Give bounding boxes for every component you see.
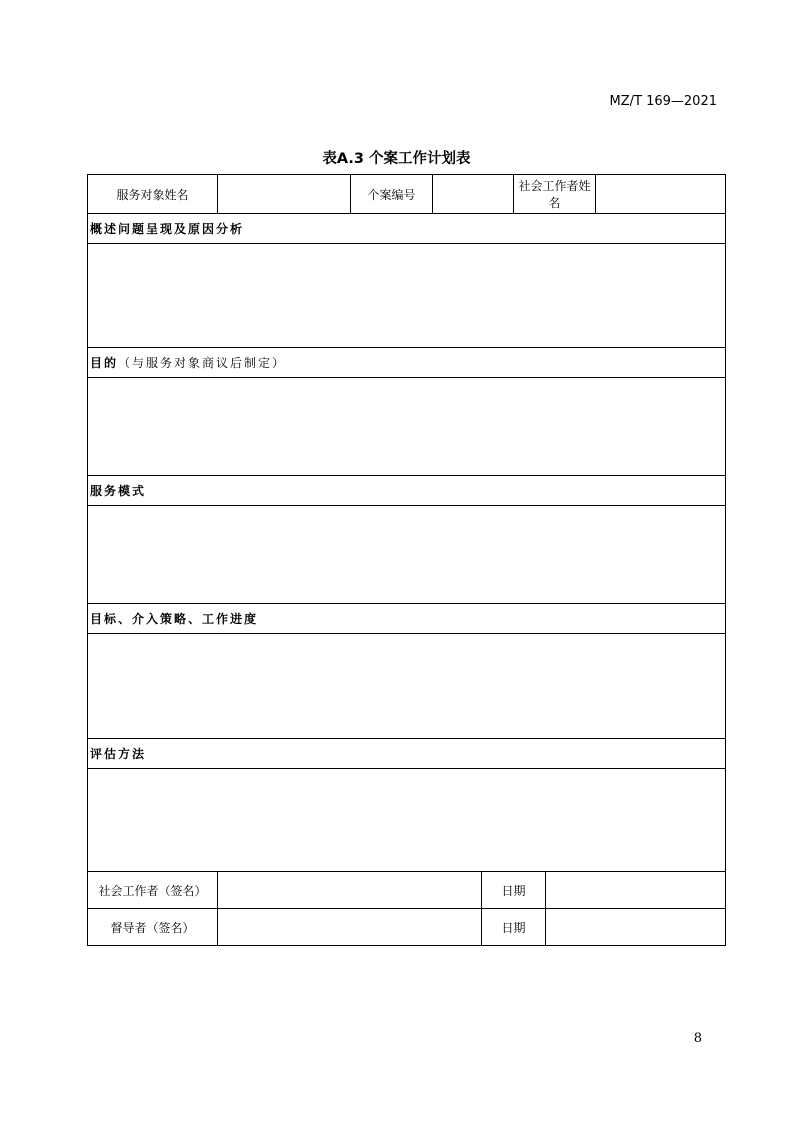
supervisor-signature-label: 督导者（签名） [88, 909, 218, 946]
problem-analysis-field[interactable] [88, 244, 726, 348]
social-worker-name-field[interactable] [596, 175, 726, 214]
section-goals-strategy-body [88, 634, 726, 739]
supervisor-signature-field[interactable] [218, 909, 482, 946]
section-title: 概述问题呈现及原因分析 [90, 222, 245, 236]
case-number-label: 个案编号 [351, 175, 433, 214]
social-worker-signature-label: 社会工作者（签名） [88, 872, 218, 909]
social-worker-signature-row [88, 872, 726, 909]
client-name-field[interactable] [218, 175, 351, 214]
supervisor-date-field[interactable] [546, 909, 726, 946]
social-worker-name-label: 社会工作者姓名 [514, 175, 596, 214]
section-service-mode-header [88, 476, 726, 506]
evaluation-field[interactable] [88, 769, 726, 872]
section-title: 评估方法 [90, 747, 147, 761]
page-number: 8 [693, 1031, 702, 1046]
section-purpose-header [88, 348, 726, 378]
section-title: 服务模式 [90, 484, 147, 498]
case-work-plan-table [87, 174, 726, 946]
date-label: 日期 [482, 872, 546, 909]
section-note: （与服务对象商议后制定） [118, 356, 287, 370]
supervisor-signature-row [88, 909, 726, 946]
section-evaluation-body [88, 769, 726, 872]
section-title: 目的 [90, 356, 119, 370]
section-purpose-body [88, 378, 726, 476]
client-name-label: 服务对象姓名 [88, 175, 218, 214]
date-label: 日期 [482, 909, 546, 946]
info-row [88, 175, 726, 214]
section-problem-analysis-header [88, 214, 726, 244]
social-worker-signature-field[interactable] [218, 872, 482, 909]
purpose-field[interactable] [88, 378, 726, 476]
standard-code: MZ/T 169—2021 [609, 94, 717, 109]
section-service-mode-body [88, 506, 726, 604]
section-goals-strategy-header [88, 604, 726, 634]
case-number-field[interactable] [433, 175, 514, 214]
table-title: 表A.3 个案工作计划表 [322, 151, 471, 167]
goals-strategy-field[interactable] [88, 634, 726, 739]
section-problem-analysis-body [88, 244, 726, 348]
section-evaluation-header [88, 739, 726, 769]
section-title: 目标、介入策略、工作进度 [90, 612, 259, 626]
social-worker-date-field[interactable] [546, 872, 726, 909]
service-mode-field[interactable] [88, 506, 726, 604]
